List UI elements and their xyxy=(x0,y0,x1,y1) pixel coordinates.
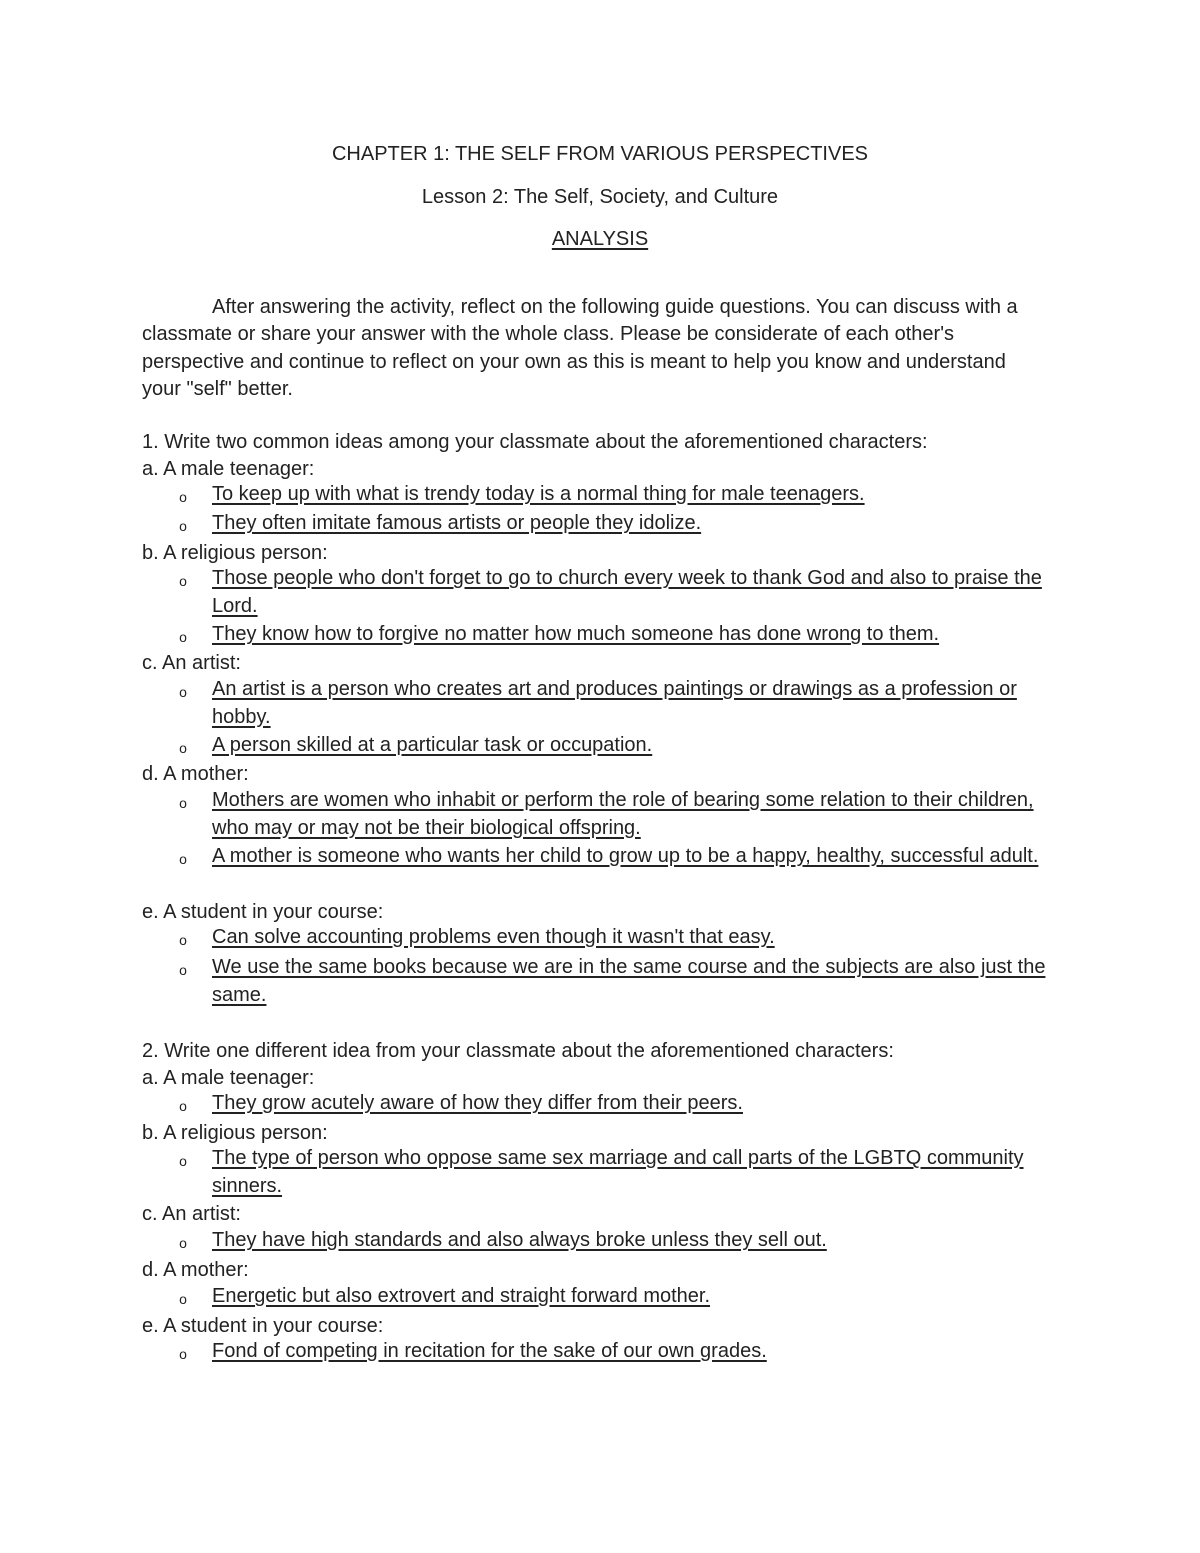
q2-label-a: a. A male teenager: xyxy=(142,1067,315,1089)
bullet-icon: o xyxy=(179,489,187,505)
bullet-icon: o xyxy=(179,629,187,645)
bullet-icon: o xyxy=(179,851,187,867)
bullet-icon: o xyxy=(179,795,187,811)
q2-label-b: b. A religious person: xyxy=(142,1122,328,1144)
q1-answer-b2: They know how to forgive no matter how much someone has done wrong to them. xyxy=(212,623,940,645)
intro-text: After answering the activity, reflect on the following guide questions. You can discuss with a classmate or share your answer with the whole class. Please be considerate of each other's perspective and continue to reflect on your own as this is meant to help you know and understand your "self" better. xyxy=(142,296,1018,400)
q1-answer-a1: To keep up with what is trendy today is a normal thing for male teenagers. xyxy=(212,483,865,505)
q1-label-e: e. A student in your course: xyxy=(142,901,384,923)
q2-label-d: d. A mother: xyxy=(142,1259,249,1281)
bullet-icon: o xyxy=(179,684,187,700)
q1-answer-b1: Those people who don't forget to go to church every week to thank God and also to praise the Lord. xyxy=(212,567,1042,617)
bullet-icon: o xyxy=(179,1346,187,1362)
q2-answer-b: The type of person who oppose same sex marriage and call parts of the LGBTQ community sinners. xyxy=(212,1147,1024,1197)
q1-label-b: b. A religious person: xyxy=(142,542,328,564)
q1-answer-c2: A person skilled at a particular task or occupation. xyxy=(212,734,653,756)
q2-answer-a: They grow acutely aware of how they differ from their peers. xyxy=(212,1092,743,1114)
q2-answer-e: Fond of competing in recitation for the sake of our own grades. xyxy=(212,1340,767,1362)
q1-answer-e2: We use the same books because we are in the same course and the subjects are also just the same. xyxy=(212,956,1046,1006)
q1-label-c: c. An artist: xyxy=(142,652,241,674)
chapter-title: CHAPTER 1: THE SELF FROM VARIOUS PERSPECTIVES xyxy=(331,143,869,165)
q2-answer-c: They have high standards and also always broke unless they sell out. xyxy=(212,1229,827,1251)
q1-label-d: d. A mother: xyxy=(142,763,249,785)
q1-answer-d2: A mother is someone who wants her child to grow up to be a happy, healthy, successful adult. xyxy=(212,845,1039,867)
q1-answer-c1: An artist is a person who creates art and produces paintings or drawings as a profession or hobby. xyxy=(212,678,1017,728)
bullet-icon: o xyxy=(179,518,187,534)
bullet-icon: o xyxy=(179,740,187,756)
question-2: 2. Write one different idea from your classmate about the aforementioned characters: xyxy=(142,1040,894,1062)
q1-answer-e1: Can solve accounting problems even though it wasn't that easy. xyxy=(212,926,775,948)
q1-answer-d1: Mothers are women who inhabit or perform the role of bearing some relation to their children, who may or may not be their biological offspring. xyxy=(212,789,1034,839)
bullet-icon: o xyxy=(179,1291,187,1307)
q2-answer-d: Energetic but also extrovert and straight forward mother. xyxy=(212,1285,711,1307)
lesson-title: Lesson 2: The Self, Society, and Culture xyxy=(421,186,779,208)
intro-paragraph xyxy=(142,294,1042,403)
q2-label-e: e. A student in your course: xyxy=(142,1315,384,1337)
bullet-icon: o xyxy=(179,1098,187,1114)
section-heading: ANALYSIS xyxy=(551,228,649,250)
q1-label-a: a. A male teenager: xyxy=(142,458,315,480)
bullet-icon: o xyxy=(179,1235,187,1251)
q2-label-c: c. An artist: xyxy=(142,1203,241,1225)
bullet-icon: o xyxy=(179,573,187,589)
bullet-icon: o xyxy=(179,932,187,948)
bullet-icon: o xyxy=(179,1153,187,1169)
section-heading-wrap xyxy=(0,227,1200,251)
q1-answer-a2: They often imitate famous artists or people they idolize. xyxy=(212,512,702,534)
bullet-icon: o xyxy=(179,962,187,978)
question-1: 1. Write two common ideas among your classmate about the aforementioned characters: xyxy=(142,431,928,453)
